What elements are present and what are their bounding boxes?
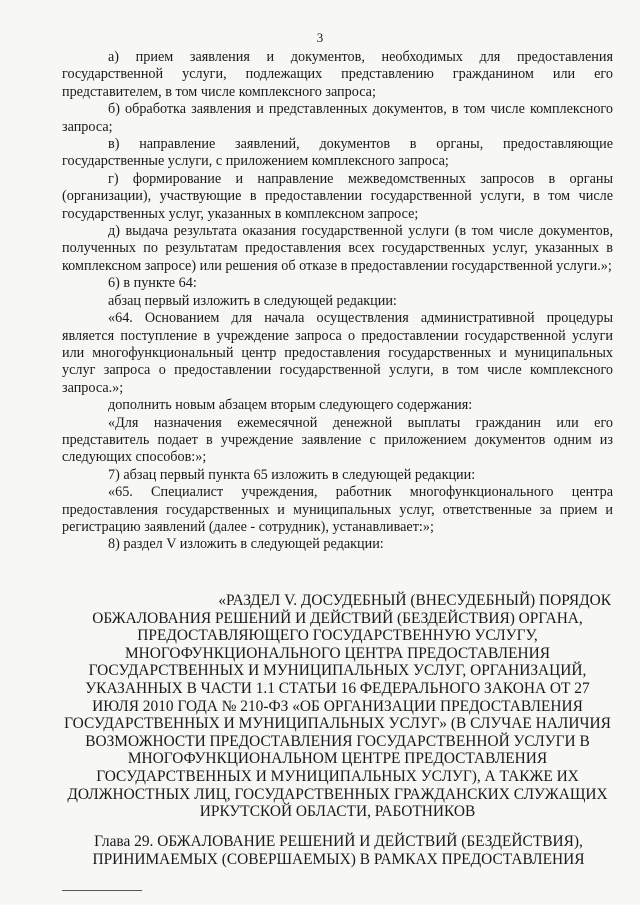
page-number: 3 <box>316 30 324 45</box>
paragraph-g: г) формирование и направление межведомственных запросов в органы (организации), участвующие в предоставлении государственной услуги, в том числе государственных услуг, указанных в комплексном запросе; <box>62 170 613 222</box>
clause-65: «65. Специалист учреждения, работник многофункционального центра предоставления государственных и муниципальных услуг, ответственные за прием и регистрацию заявлений (далее - сотрудник), устанавливает:»; <box>62 484 613 535</box>
clause-64: «64. Основанием для начала осуществления административной процедуры является поступление в учреждение запроса о предоставлении государственной услуги или многофункциональный центр предоставления государственных и муниципальных услуг запроса о предоставлении государственной услуги, в том числе комплексного запроса.»; <box>62 310 613 396</box>
item-6-instruction: абзац первый изложить в следующей редакции: <box>108 292 397 309</box>
section-title-rest: ОБЖАЛОВАНИЯ РЕШЕНИЙ И ДЕЙСТВИЙ (БЕЗДЕЙСТВИЯ) ОРГАНА, ПРЕДОСТАВЛЯЮЩЕГО ГОСУДАРСТВЕННУЮ УСЛУГУ, МНОГОФУНКЦИОНАЛЬНОГО ЦЕНТРА ПРЕДОСТАВЛЕНИЯ ГОСУДАРСТВЕННЫХ И МУНИЦИПАЛЬНЫХ УСЛУГ, ОРГАНИЗАЦИЙ, УКАЗАННЫХ В ЧАСТИ 1.1 СТАТЬИ 16 ФЕДЕРАЛЬНОГО ЗАКОНА ОТ 27 ИЮЛЯ 2010 ГОДА № 210-ФЗ «ОБ ОРГАНИЗАЦИИ ПРЕДОСТАВЛЕНИЯ ГОСУДАРСТВЕННЫХ И МУНИЦИПАЛЬНЫХ УСЛУГ» (В СЛУЧАЕ НАЛИЧИЯ ВОЗМОЖНОСТИ ПРЕДОСТАВЛЕНИЯ ГОСУДАРСТВЕННОЙ УСЛУГИ В МНОГОФУНКЦИОНАЛЬНОМ ЦЕНТРЕ ПРЕДОСТАВЛЕНИЯ ГОСУДАРСТВЕННЫХ И МУНИЦИПАЛЬНЫХ УСЛУГ), А ТАКЖЕ ИХ ДОЛЖНОСТНЫХ ЛИЦ, ГОСУДАРСТВЕННЫХ ГРАЖДАНСКИХ СЛУЖАЩИХ ИРКУТСКОЙ ОБЛАСТИ, РАБОТНИКОВ <box>64 609 611 821</box>
chapter-title: Глава 29. ОБЖАЛОВАНИЕ РЕШЕНИЙ И ДЕЙСТВИЙ (БЕЗДЕЙСТВИЯ), ПРИНИМАЕМЫХ (СОВЕРШАЕМЫХ) В РАМКАХ ПРЕДОСТАВЛЕНИЯ <box>92 833 585 868</box>
paragraph-d: д) выдача результата оказания государственной услуги (в том числе документов, полученных по результатам предоставления всех государственных услуг, указанных в комплексном запросе) или решения об отказе в предоставлении государственной услуги.»; <box>62 223 613 274</box>
footer-rule <box>62 890 142 891</box>
item-6: 6) в пункте 64: <box>108 275 197 292</box>
section-title <box>60 592 615 821</box>
item-7: 7) абзац первый пункта 65 изложить в следующей редакции: <box>108 466 476 483</box>
new-paragraph-text: «Для назначения ежемесячной денежной выплаты гражданин или его представитель подает в учреждение заявление с приложением документов одним из следующих способов:»; <box>62 414 613 466</box>
section-title-first-line: «РАЗДЕЛ V. ДОСУДЕБНЫЙ (ВНЕСУДЕБНЫЙ) ПОРЯДОК <box>218 592 611 609</box>
document-body <box>62 49 613 554</box>
paragraph-v: в) направление заявлений, документов в органы, предоставляющие государственные услуги, с приложением комплексного запроса; <box>62 136 613 170</box>
paragraph-a: а) прием заявления и документов, необходимых для предоставления государственной услуги, подлежащих представлению гражданином или его представителем, в том числе комплексного запроса; <box>62 49 613 100</box>
paragraph-b: б) обработка заявления и представленных документов, в том числе комплексного запроса; <box>62 101 613 135</box>
add-paragraph-instruction: дополнить новым абзацем вторым следующего содержания: <box>108 397 473 414</box>
item-8: 8) раздел V изложить в следующей редакции: <box>108 536 384 553</box>
